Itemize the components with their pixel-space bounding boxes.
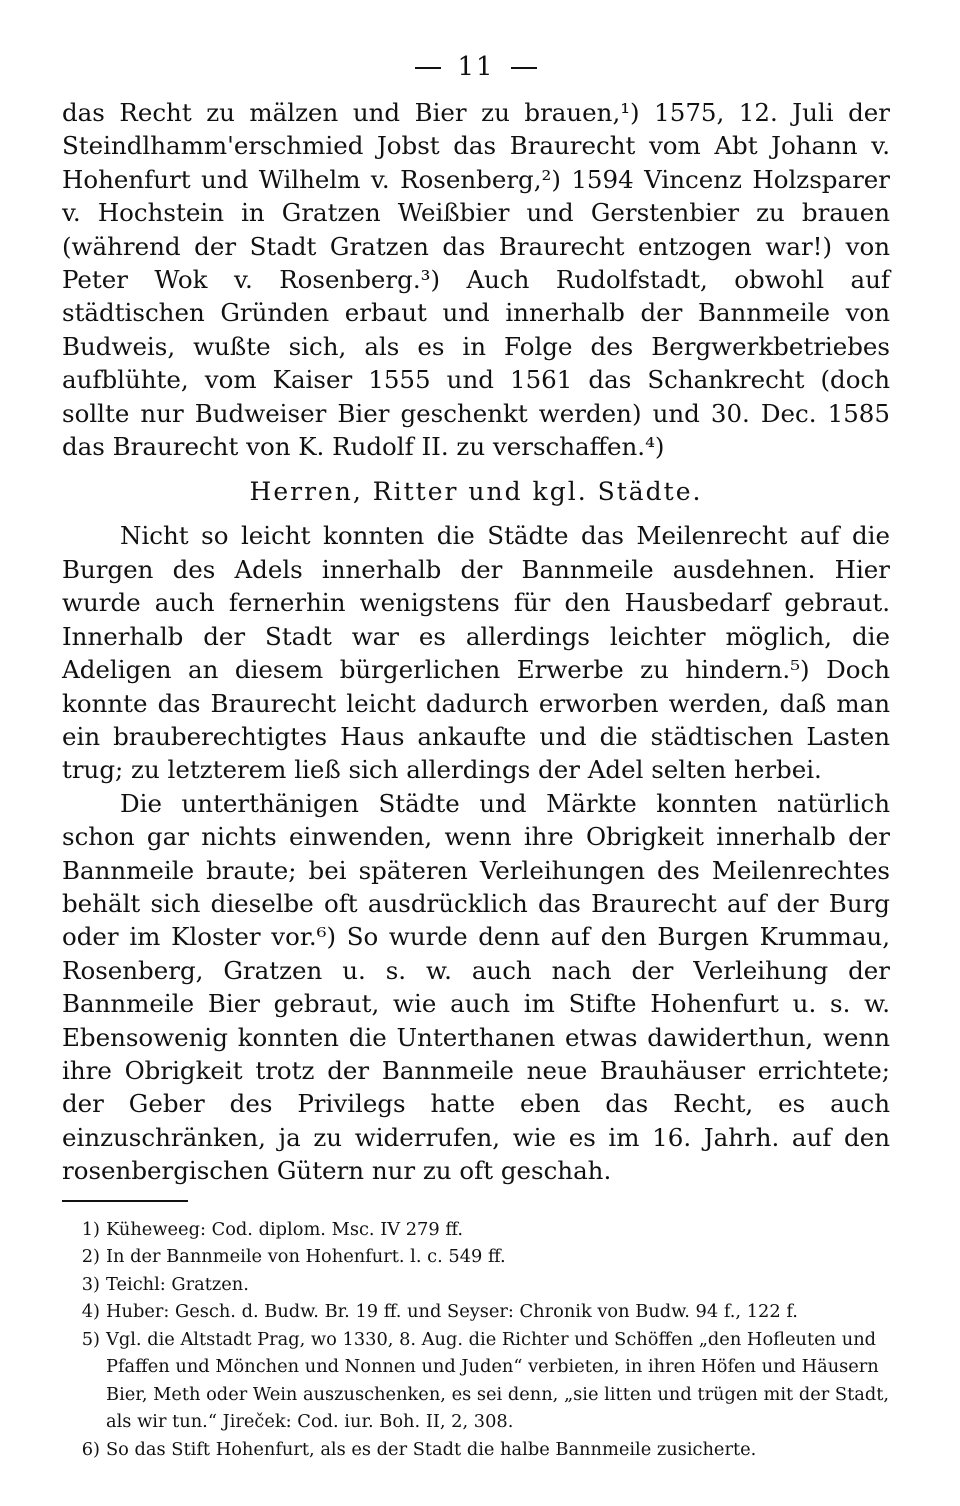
- footnote-5: [62, 1326, 890, 1436]
- footnote-text: Huber: Gesch. d. Budw. Br. 19 ff. und Seyser: Chronik von Budw. 94 f., 122 f.: [106, 1301, 798, 1323]
- footnote-text: In der Bannmeile von Hohenfurt. l. c. 549 ff.: [106, 1246, 506, 1268]
- footnote-number: 4): [81, 1301, 100, 1323]
- paragraph-3: Die unterthänigen Städte und Märkte konnten natürlich schon gar nichts einwenden, wenn ihre Obrigkeit innerhalb der Bannmeile braute; bei späteren Verleihungen des Meilenrechtes behält sich dieselbe oft ausdrücklich das Braurecht auf der Burg oder im Kloster vor.⁶) So wurde denn auf den Burgen Krummau, Rosenberg, Gratzen u. s. w. auch nach der Verleihung der Bannmeile Bier gebraut, wie auch im Stifte Hohenfurt u. s. w. Ebensowenig konnten die Unterthanen etwas dawiderthun, wenn ihre Obrigkeit trotz der Bannmeile neue Brauhäuser errichtete; der Geber des Privilegs hatte eben das Recht, es auch einzuschränken, ja zu widerrufen, wie es im 16. Jahrh. auf den rosenbergischen Gütern nur zu oft geschah.: [62, 788, 890, 1186]
- footnote-1: [62, 1216, 890, 1244]
- footnote-number: 6): [81, 1438, 100, 1460]
- footnote-4: [62, 1298, 890, 1326]
- footnote-number: 2): [81, 1246, 100, 1268]
- footnote-2: [62, 1243, 890, 1271]
- paragraph-1: das Recht zu mälzen und Bier zu brauen,¹) 1575, 12. Juli der Steindlhamm'erschmied Jobst das Braurecht vom Abt Johann v. Hohenfurt und Wilhelm v. Rosenberg,²) 1594 Vincenz Holzsparer v. Hochstein in Gratzen Weißbier und Gerstenbier zu brauen (während der Stadt Gratzen das Braurecht entzogen war!) von Peter Wok v. Rosenberg.³) Auch Rudolfstadt, obwohl auf städtischen Gründen erbaut und innerhalb der Bannmeile von Budweis, wußte sich, als es in Folge des Bergwerkbetriebes aufblühte, vom Kaiser 1555 und 1561 das Schankrecht (doch sollte nur Budweiser Bier geschenkt werden) und 30. Dec. 1585 das Braurecht von K. Rudolf II. zu verschaffen.⁴): [62, 98, 890, 462]
- footnotes: [62, 1216, 890, 1464]
- footnote-number: 3): [81, 1273, 100, 1295]
- footnote-6: [62, 1436, 890, 1464]
- footnote-separator: [62, 1200, 188, 1202]
- footnote-number: 1): [81, 1218, 100, 1240]
- footnote-text: Vgl. die Altstadt Prag, wo 1330, 8. Aug. die Richter und Schöffen „den Hofleuten und Pfaffen und Mönchen und Nonnen und Juden“ verbieten, in ihren Höfen und Häusern Bier, Meth oder Wein auszuschenken, es sei denn, „sie litten und trügen mit der Stadt, als wir tun.“ Jireček: Cod. iur. Boh. II, 2, 308.: [106, 1328, 890, 1433]
- footnote-text: Küheweeg: Cod. diplom. Msc. IV 279 ff.: [106, 1218, 463, 1240]
- main-text: [62, 96, 890, 1188]
- section-heading: Herren, Ritter und kgl. Städte.: [249, 477, 703, 507]
- page-number-line: [62, 52, 890, 90]
- footnote-text: So das Stift Hohenfurt, als es der Stadt die halbe Bannmeile zusicherte.: [106, 1438, 757, 1460]
- page-number: 11: [457, 52, 495, 82]
- dash-left: [415, 67, 441, 69]
- footnote-text: Teichl: Gratzen.: [106, 1273, 249, 1295]
- paragraph-2: Nicht so leicht konnten die Städte das Meilenrecht auf die Burgen des Adels innerhalb der Bannmeile ausdehnen. Hier wurde auch fernerhin wenigstens für den Hausbedarf gebraut. Innerhalb der Stadt war es allerdings leichter möglich, die Adeligen an diesem bürgerlichen Erwerbe zu hindern.⁵) Doch konnte das Braurecht leicht dadurch erworben werden, daß man ein brauberechtigtes Haus ankaufte und die städtischen Lasten trug; zu letzterem ließ sich allerdings der Adel selten herbei.: [62, 521, 890, 785]
- footnote-3: [62, 1271, 890, 1299]
- footnote-number: 5): [81, 1328, 100, 1350]
- dash-right: [511, 67, 537, 69]
